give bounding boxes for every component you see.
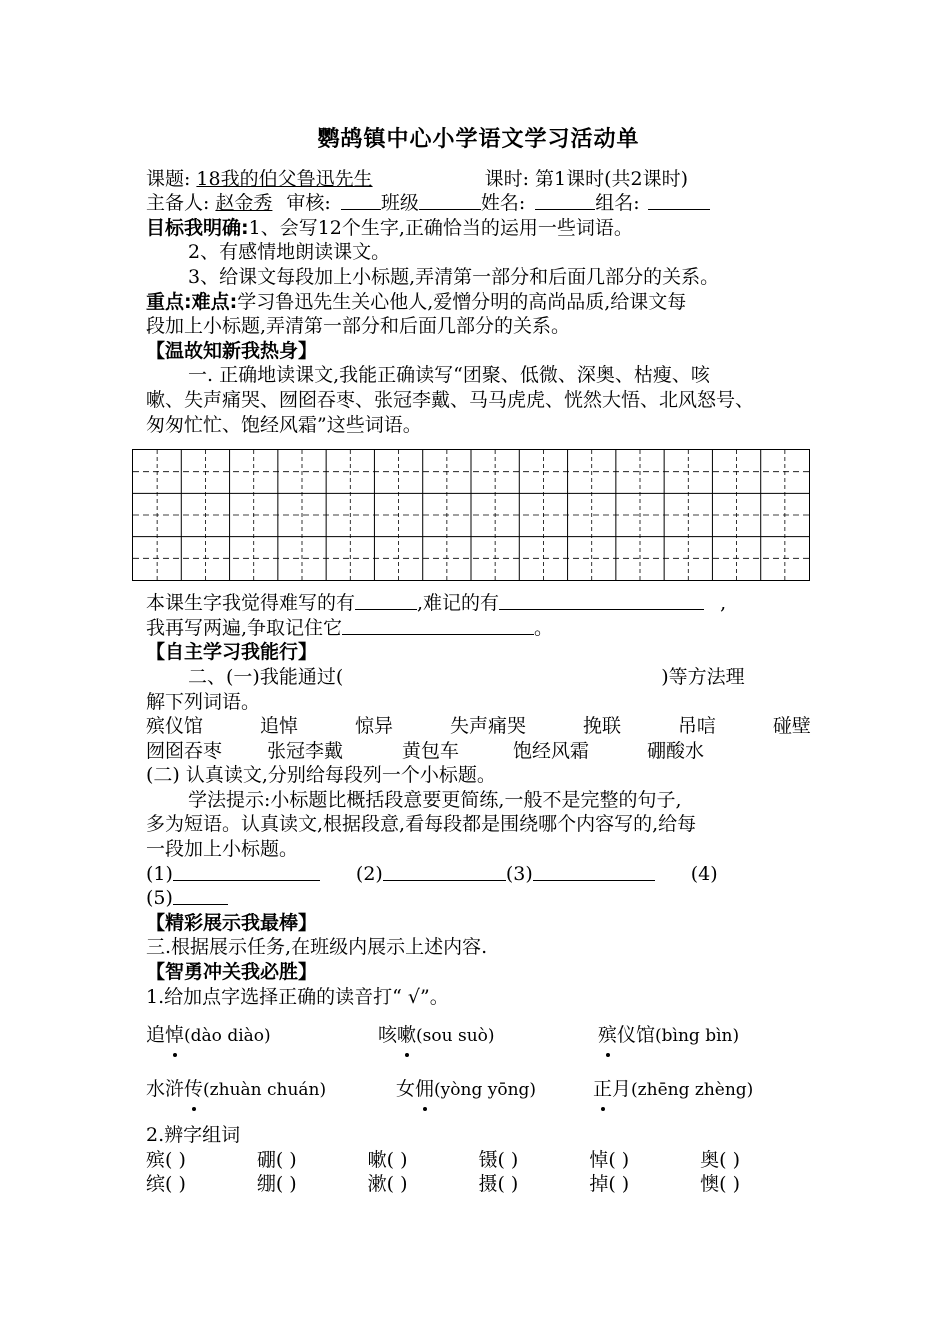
pinyin-options[interactable]: (yòng yōng) (434, 1080, 537, 1101)
reviewer-label: 审核: (286, 192, 331, 215)
method-answer-space[interactable] (343, 665, 661, 690)
warmup-p3: 匆匆忙忙、饱经风霜”这些词语。 (146, 413, 422, 436)
writing-grid[interactable] (132, 449, 810, 581)
name-label: 姓名: (480, 192, 526, 215)
char: 月 (612, 1078, 632, 1101)
char: 追 (146, 1024, 166, 1047)
pinyin-options[interactable]: (dào diào) (184, 1026, 271, 1047)
blank-number-2: (2) (355, 862, 383, 885)
dotted-char: 正 (593, 1078, 613, 1101)
distinguish-cell[interactable]: 懊( ) (700, 1173, 741, 1196)
topic-row (146, 167, 811, 192)
blank-number-4: (4) (690, 862, 718, 885)
subtitle-blank-5[interactable] (173, 886, 228, 905)
class-label: 班级 (380, 192, 419, 215)
blank-number-1: (1) (146, 862, 173, 885)
key-text-1: 学习鲁迅先生关心他人,爱憎分明的高尚品质,给课文每 (237, 290, 687, 313)
word-item: 硼酸水 (647, 739, 705, 762)
preparer-label: 主备人: (146, 192, 210, 215)
goal-1 (146, 216, 811, 241)
section-heading-self-study: 【自主学习我能行】 (146, 641, 318, 664)
word-item: 吊唁 (677, 715, 716, 738)
distinguish-cell[interactable]: 硼( ) (256, 1148, 297, 1171)
hard-to-write-blank[interactable] (355, 591, 417, 610)
class-blank[interactable] (419, 191, 481, 210)
distinguish-cell[interactable]: 缤( ) (146, 1173, 186, 1196)
goals-label: 目标我明确: (146, 216, 249, 239)
section-heading-warmup: 【温故知新我热身】 (146, 339, 318, 362)
distinguish-row-1 (146, 1148, 811, 1173)
char: 女 (396, 1078, 416, 1101)
word-item: 挽联 (582, 715, 621, 738)
key-text-2: 段加上小标题,弄清第一部分和后面几部分的关系。 (146, 315, 571, 338)
distinguish-cell[interactable]: 绷( ) (256, 1173, 297, 1196)
pinyin-question: 1.给加点字选择正确的读音打“ √”。 (146, 985, 449, 1008)
distinguish-cell[interactable]: 奥( ) (700, 1148, 741, 1171)
preparer-value: 赵金秀 (215, 192, 273, 215)
hard-remember-label: ,难记的有 (417, 592, 500, 615)
pinyin-options[interactable]: (sou suò) (416, 1026, 495, 1047)
group-label: 组名: (595, 192, 640, 215)
pinyin-options[interactable]: (zhuàn chuán) (203, 1080, 327, 1101)
write-twice-row (146, 616, 811, 641)
pinyin-item (378, 1023, 598, 1063)
goal-1-text: 1、会写12个生字,正确恰当的运用一些词语。 (248, 216, 633, 239)
staff-row (146, 191, 811, 216)
name-blank[interactable] (535, 191, 595, 210)
warmup-p2: 嗽、失声痛哭、囫囵吞枣、张冠李戴、马马虎虎、恍然大悟、北风怒号、 (146, 388, 755, 411)
subtitle-blank-row-2 (146, 886, 811, 911)
char: 水浒 (146, 1078, 185, 1101)
distinguish-cell[interactable]: 掉( ) (589, 1173, 630, 1196)
dotted-char: 传 (184, 1078, 204, 1101)
distinguish-row-2 (146, 1172, 811, 1197)
word-item: 失声痛哭 (449, 715, 526, 738)
pinyin-options[interactable]: (zhēng zhèng) (631, 1080, 754, 1101)
dotted-char: 嗽 (397, 1024, 417, 1047)
pinyin-item (146, 1023, 378, 1063)
distinguish-question: 2.辨字组词 (146, 1124, 241, 1147)
writing-grid-lines (133, 450, 809, 580)
worksheet (146, 128, 811, 1197)
section-heading-showcase: 【精彩展示我最棒】 (146, 911, 318, 934)
reviewer-blank[interactable] (341, 191, 381, 210)
char: 仪馆 (617, 1024, 656, 1047)
pinyin-item (396, 1077, 593, 1117)
tip-3: 一段加上小标题。 (146, 838, 299, 861)
word-list-row-2 (146, 739, 811, 764)
char: 咳 (378, 1024, 398, 1047)
page-title: 鹦鸪镇中心小学语文学习活动单 (317, 127, 640, 152)
hard-chars-row (146, 591, 811, 616)
distinguish-cell[interactable]: 嗽( ) (367, 1148, 408, 1171)
goal-2: 2、有感情地朗读课文。 (188, 241, 391, 264)
comma: , (720, 592, 727, 615)
blank-number-3: (3) (505, 862, 533, 885)
tip-1: 学法提示:小标题比概括段意要更简练,一般不是完整的句子, (188, 788, 682, 811)
subtitle-blanks-row (146, 862, 811, 887)
dotted-char: 殡 (598, 1024, 618, 1047)
word-item: 殡仪馆 (146, 715, 204, 738)
distinguish-cell[interactable]: 悼( ) (589, 1148, 630, 1171)
word-item: 黄包车 (402, 739, 460, 762)
word-item: 张冠李戴 (267, 739, 344, 762)
word-item: 囫囵吞枣 (146, 739, 223, 762)
dotted-char: 佣 (415, 1078, 435, 1101)
topic-value: 18我的伯父鲁迅先生 (196, 167, 373, 190)
group-blank[interactable] (648, 191, 710, 210)
hard-to-remember-blank[interactable] (499, 591, 704, 610)
write-twice-label: 我再写两遍,争取记住它 (146, 616, 343, 639)
subtitle-blank-1[interactable] (173, 862, 320, 881)
tip-2: 多为短语。认真读文,根据段意,看每段都是围绕哪个内容写的,给每 (146, 813, 697, 836)
key-points (146, 290, 811, 315)
showcase-text: 三.根据展示任务,在班级内展示上述内容. (146, 936, 488, 959)
blank-number-5: (5) (146, 887, 173, 910)
warmup-p1: 一. 正确地读课文,我能正确读写“团聚、低微、深奥、枯瘦、咳 (188, 364, 710, 387)
subtitle-question: (二) 认真读文,分别给每段列一个小标题。 (146, 764, 496, 787)
word-item: 追悼 (259, 715, 298, 738)
write-twice-blank[interactable] (342, 616, 534, 635)
pinyin-item (593, 1077, 753, 1117)
method-cont: 解下列词语。 (146, 690, 261, 713)
period: 。 (534, 616, 554, 639)
method-label-end: )等方法理 (661, 665, 745, 688)
pinyin-row-1 (146, 1023, 811, 1063)
method-label: 二、(一)我能通过( (188, 665, 344, 688)
section-heading-challenge: 【智勇冲关我必胜】 (146, 961, 318, 984)
subtitle-blank-3[interactable] (533, 862, 655, 881)
word-item: 碰壁 (772, 715, 811, 738)
key-label: 重点:难点: (146, 290, 238, 313)
pinyin-row-2 (146, 1077, 811, 1117)
word-list-row-1 (146, 714, 811, 739)
word-item: 饱经风霜 (513, 739, 590, 762)
distinguish-cell[interactable]: 镊( ) (478, 1148, 519, 1171)
distinguish-cell[interactable]: 摄( ) (478, 1173, 519, 1196)
distinguish-cell[interactable]: 漱( ) (367, 1173, 408, 1196)
topic-label: 课题: (146, 167, 191, 190)
dotted-char: 悼 (165, 1024, 185, 1047)
goal-3: 3、给课文每段加上小标题,弄清第一部分和后面几部分的关系。 (188, 265, 720, 288)
subtitle-blank-2[interactable] (383, 862, 506, 881)
hard-chars-label: 本课生字我觉得难写的有 (146, 592, 356, 615)
method-row (146, 665, 811, 690)
word-item: 惊异 (354, 715, 393, 738)
period-label: 课时: 第1课时(共2课时) (484, 167, 689, 190)
distinguish-cell[interactable]: 殡( ) (146, 1148, 186, 1171)
pinyin-item (598, 1023, 739, 1063)
pinyin-options[interactable]: (bìng bìn) (655, 1026, 740, 1047)
pinyin-item (146, 1077, 396, 1117)
